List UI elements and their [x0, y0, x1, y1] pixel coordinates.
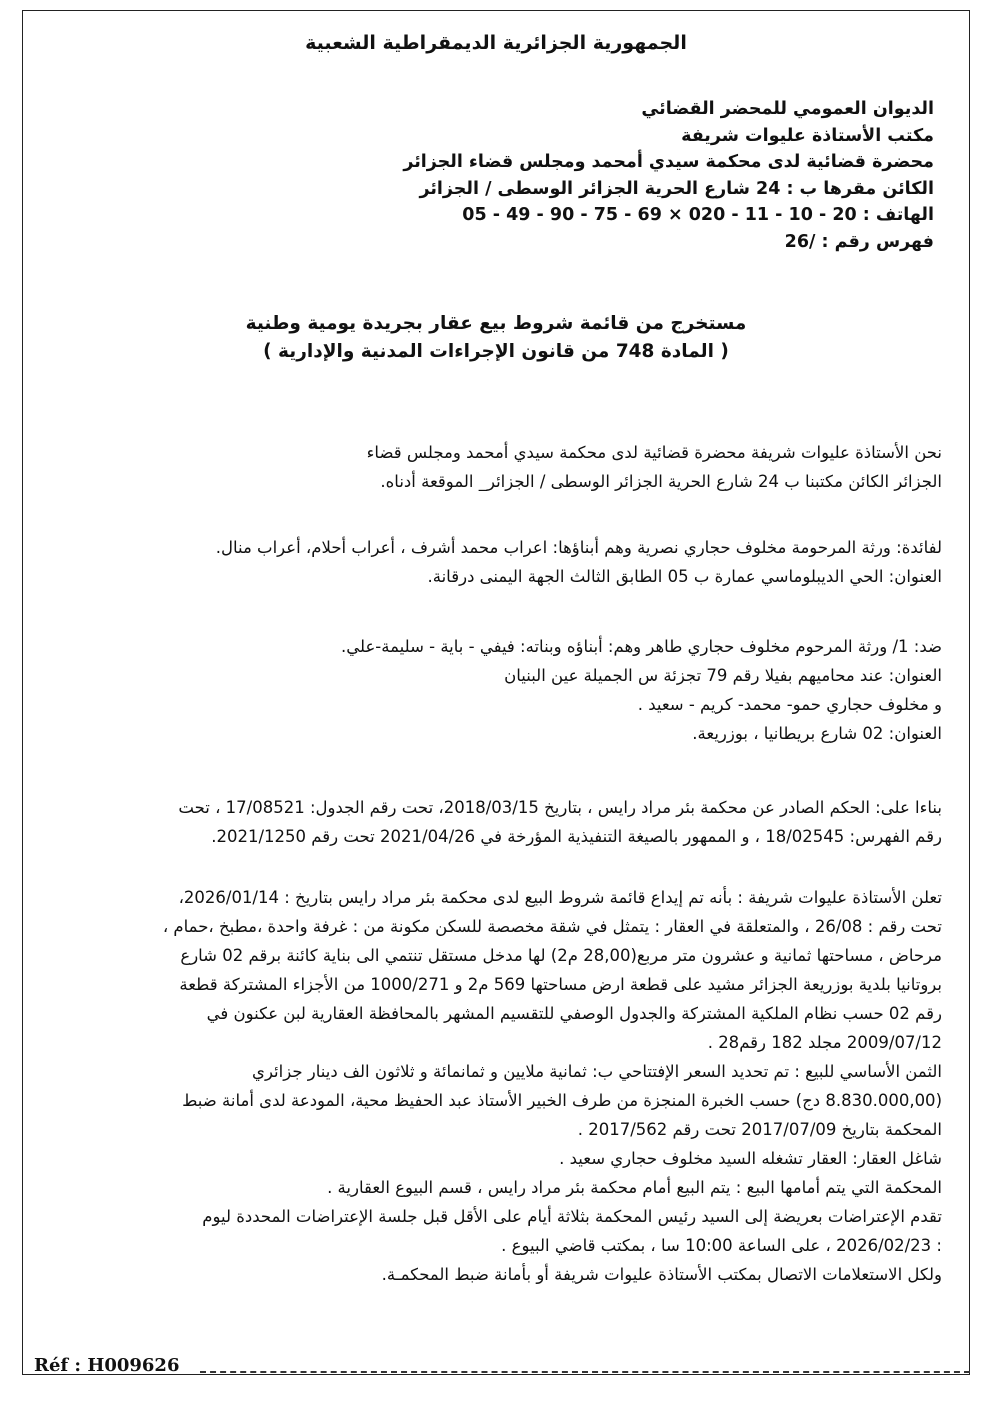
announcement-line: الثمن الأساسي للبيع : تم تحديد السعر الإفتتاحي ب: ثمانية ملايين و ثمانمائة و ثلاثون الف دينار جزائري [252, 1062, 942, 1081]
announcement-line: تحت رقم : 26/08 ، والمتعلقة في العقار : يتمثل في شقة مخصصة للسكن مكونة من : غرفة واحدة ،مطبخ ،حمام ، [162, 917, 942, 936]
announcement-line: : 2026/02/23 ، على الساعة 10:00 سا ، بمكتب قاضي البيوع . [501, 1236, 942, 1255]
title-line-article: ( المادة 748 من قانون الإجراءات المدنية والإدارية ) [263, 341, 729, 362]
against-paragraph [50, 632, 942, 748]
header-line-office: الديوان العمومي للمحضر القضائي [641, 99, 934, 119]
announcement-paragraph [50, 883, 942, 1289]
announcement-line: شاغل العقار: العقار تشغله السيد مخلوف حجاري سعيد . [559, 1149, 942, 1168]
basis-line: بناءا على: الحكم الصادر عن محكمة بئر مراد رايس ، بتاريخ 2018/03/15، تحت رقم الجدول: 17/08521 ، تحت [178, 798, 942, 817]
beneficiary-line: العنوان: الحي الديبلوماسي عمارة ب 05 الطابق الثالث الجهة اليمنى درقانة. [427, 567, 942, 586]
beneficiary-line: لفائدة: ورثة المرحومة مخلوف حجاري نصرية وهم أبناؤها: اعراب محمد أشرف ، أعراب أحلام، أعراب منال. [215, 538, 942, 557]
header-line-bailiff: مكتب الأستاذة عليوات شريفة [681, 125, 934, 146]
republic-heading: الجمهورية الجزائرية الديمقراطية الشعبية [305, 32, 687, 54]
beneficiary-paragraph [50, 533, 942, 591]
announcement-line: ولكل الاستعلامات الاتصال بمكتب الأستاذة عليوات شريفة أو بأمانة ضبط المحكمـة. [381, 1265, 942, 1284]
announcement-line: (8.830.000,00 دج) حسب الخبرة المنجزة من طرف الخبير الأستاذ عبد الحفيظ محية، المودعة لدى أمانة ضبط [182, 1091, 942, 1110]
against-line: العنوان: 02 شارع بريطانيا ، بوزريعة. [692, 724, 942, 743]
bottom-rule [200, 1371, 970, 1373]
announcement-line: المحكمة التي يتم أمامها البيع : يتم البيع أمام محكمة بئر مراد رايس ، قسم البيوع العقارية . [327, 1178, 942, 1197]
title-line-main: مستخرج من قائمة شروط بيع عقار بجريدة يومية وطنية [245, 313, 747, 334]
against-line: و مخلوف حجاري حمو- محمد- كريم - سعيد . [637, 695, 942, 714]
announcement-line: تعلن الأستاذة عليوات شريفة : بأنه تم إيداع قائمة شروط البيع لدى محكمة بئر مراد رايس بتاريخ : 2026/01/14، [178, 888, 942, 907]
intro-line: الجزائر الكائن مكتبنا ب 24 شارع الحرية الجزائر الوسطى / الجزائر_ الموقعة أدناه. [380, 472, 942, 491]
announcement-line: مرحاض ، مساحتها ثمانية و عشرون متر مربع(28,00 م2) لها مدخل مستقل تنتمي الى بناية كائنة برقم 02 شارع [180, 946, 942, 965]
announcement-line: المحكمة بتاريخ 2017/07/09 تحت رقم 2017/562 . [577, 1120, 942, 1139]
header-line-index: فهرس رقم : /26 [784, 231, 934, 252]
header-line-jurisdiction: محضرة قضائية لدى محكمة سيدي أمحمد ومجلس قضاء الجزائر [403, 152, 934, 172]
announcement-line: 2009/07/12 مجلد 182 رقم28 . [707, 1033, 942, 1052]
header-line-phone: الهاتف : 20 - 10 - 11 - 020 × 69 - 75 - 90 - 49 - 05 [462, 205, 934, 225]
reference-code: Réf : H009626 [34, 1355, 180, 1376]
against-line: ضد: 1/ ورثة المرحوم مخلوف حجاري طاهر وهم: أبناؤه وبناته: فيفي - باية - سليمة-علي. [340, 637, 942, 656]
office-header [74, 96, 934, 255]
against-line: العنوان: عند محاميهم بفيلا رقم 79 تجزئة س الجميلة عين البنيان [504, 666, 942, 685]
basis-line: رقم الفهرس: 18/02545 ، و الممهور بالصيغة التنفيذية المؤرخة في 2021/04/26 تحت رقم 2021/1250. [211, 827, 942, 846]
document-title [22, 310, 970, 366]
announcement-line: تقدم الإعتراضات بعريضة إلى السيد رئيس المحكمة بثلاثة أيام على الأقل قبل جلسة الإعتراضات المحددة ليوم [202, 1207, 942, 1226]
header-line-address: الكائن مقرها ب : 24 شارع الحرية الجزائر الوسطى / الجزائر [419, 178, 934, 199]
intro-line: نحن الأستاذة عليوات شريفة محضرة قضائية لدى محكمة سيدي أمحمد ومجلس قضاء [366, 443, 942, 462]
announcement-line: بروتانيا بلدية بوزريعة الجزائر مشيد على قطعة ارض مساحتها 569 م2 و 1000/271 من الأجزاء المشتركة قطعة [179, 975, 942, 994]
intro-paragraph [50, 438, 942, 496]
announcement-line: رقم 02 حسب نظام الملكية المشتركة والجدول الوصفي للتقسيم المشهر بالمحافظة العقارية لبن عكنون في [206, 1004, 942, 1023]
basis-paragraph [50, 793, 942, 851]
